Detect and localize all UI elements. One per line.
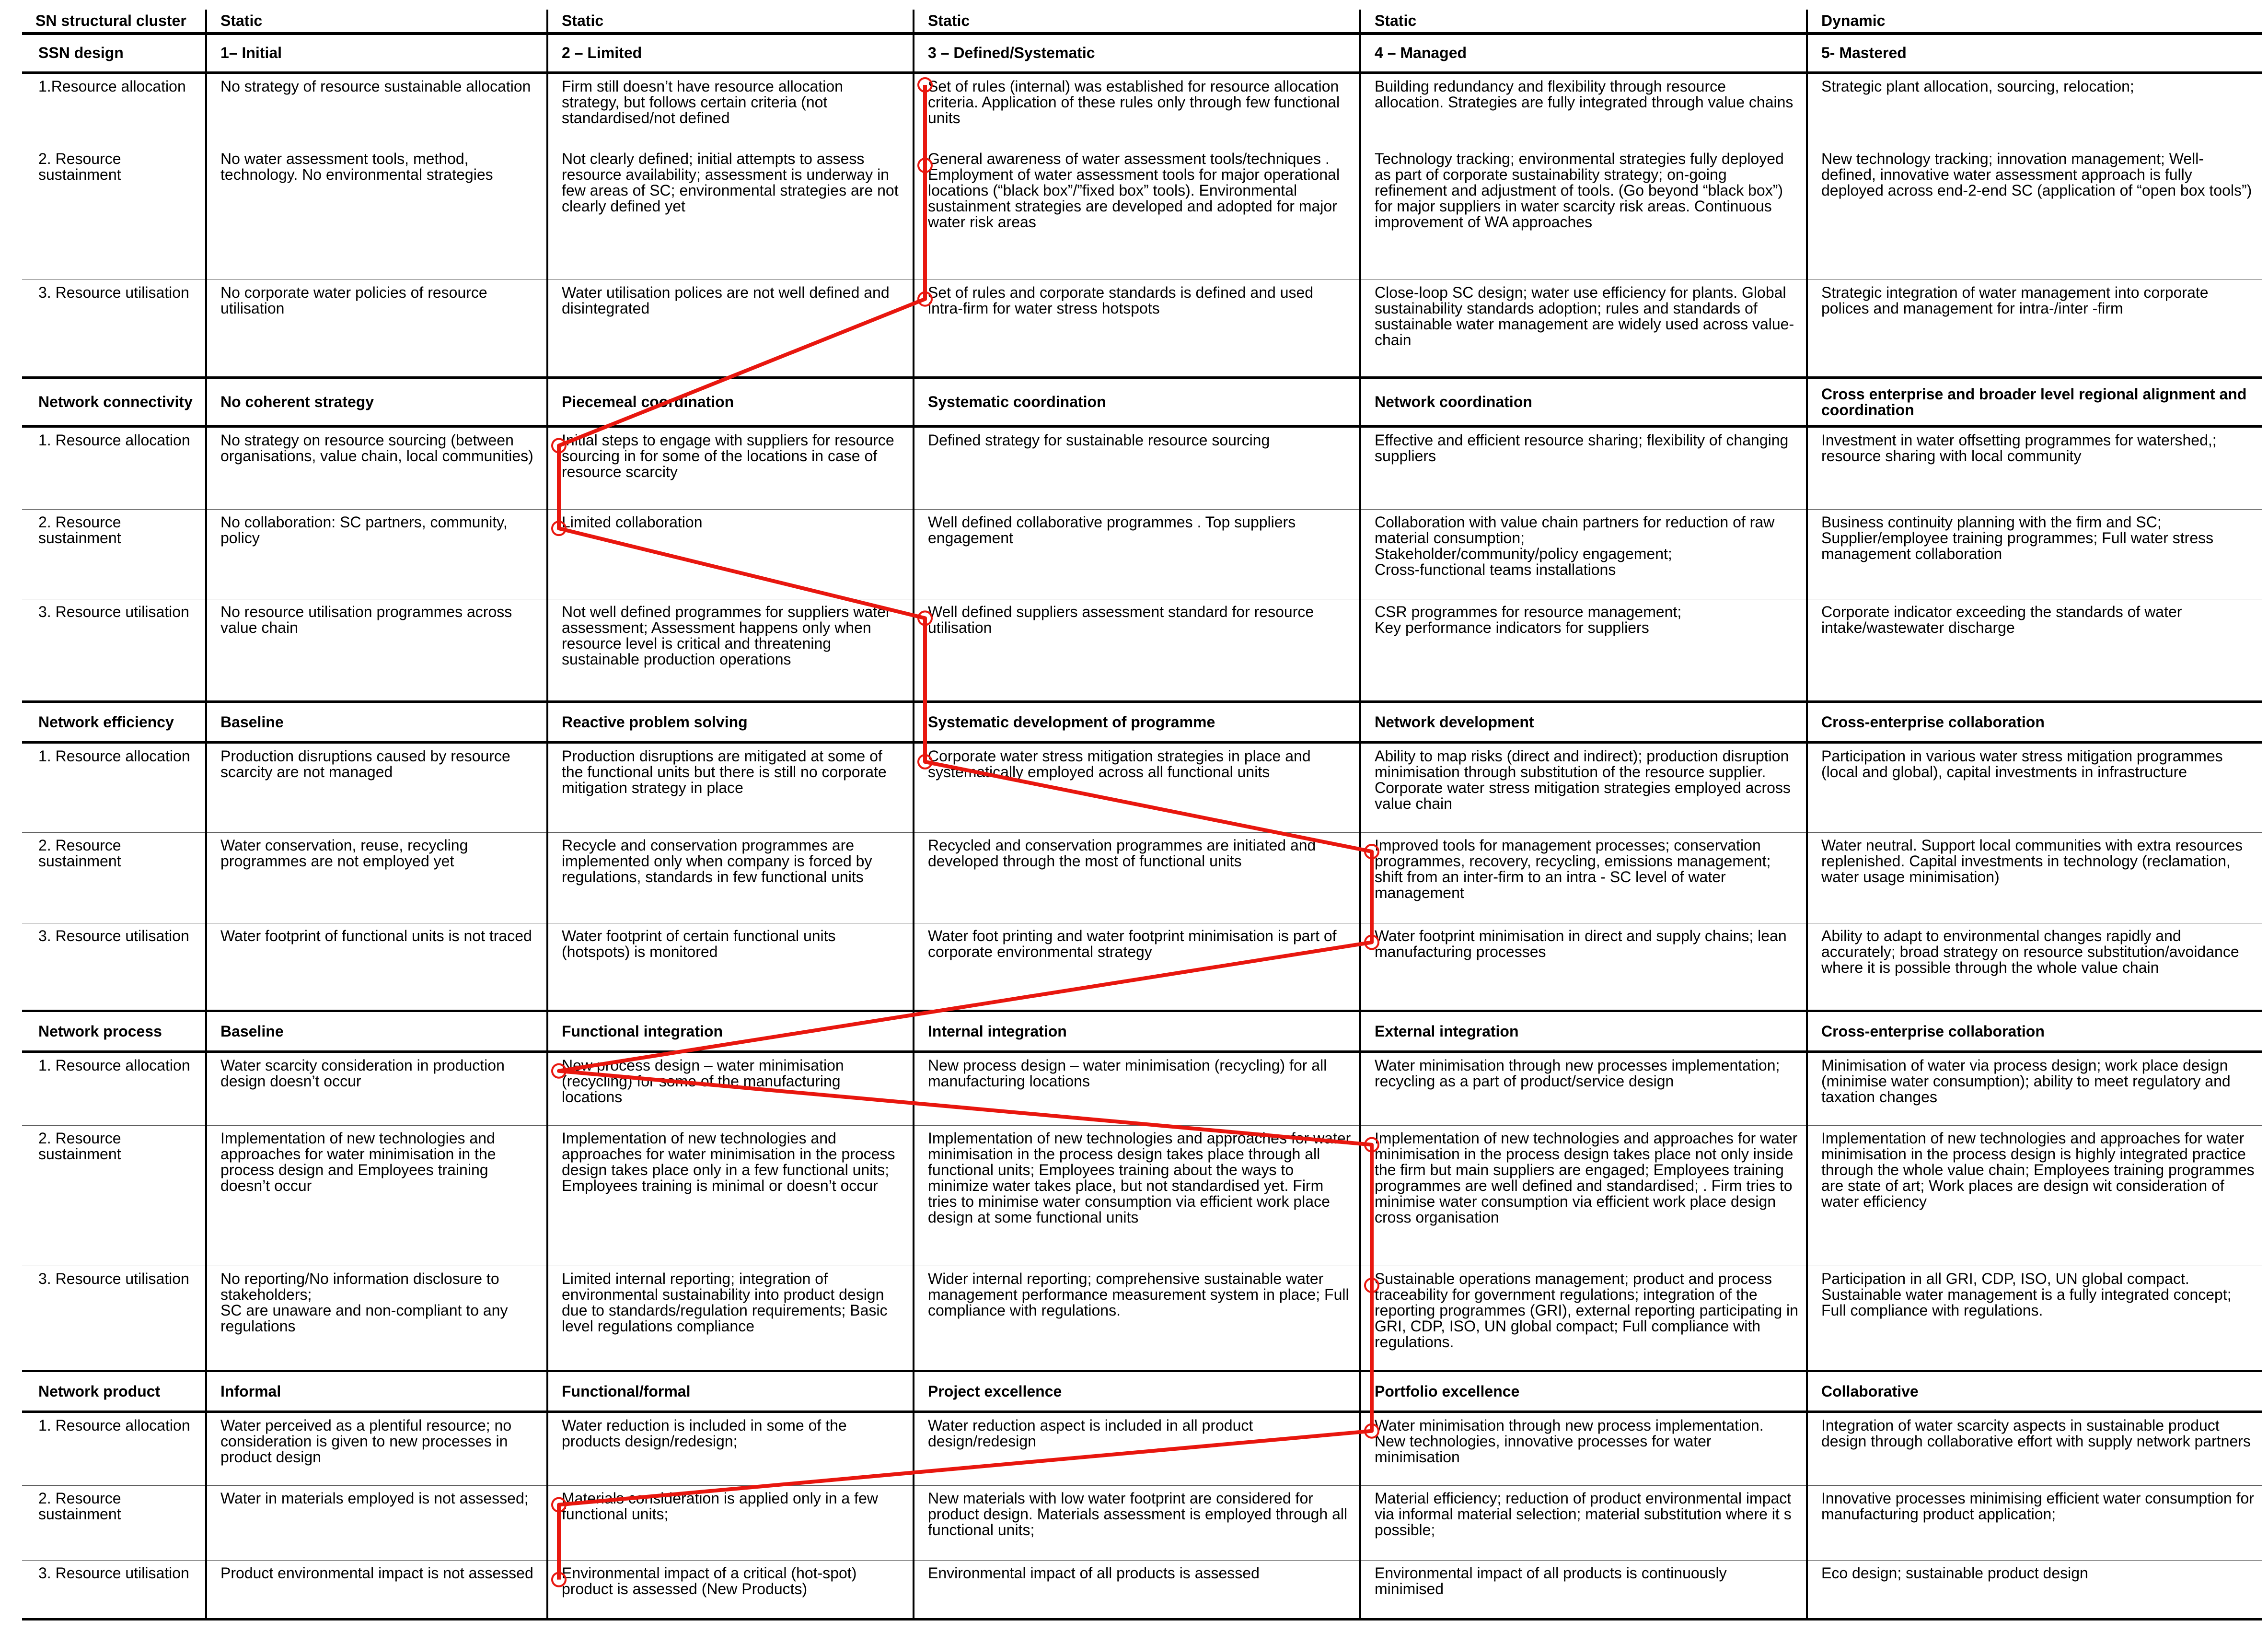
maturity-row-cell-0: 1. Resource allocation <box>22 427 206 510</box>
header-row-cell-4: Static <box>1360 10 1807 34</box>
section-header-row <box>22 378 2262 427</box>
maturity-row-cell-5: Participation in various water stress mitigation programmes (local and global), capital investments in infrastructure <box>1807 743 2262 832</box>
maturity-row-cell-1: Water perceived as a plentiful resource; no consideration is given to new processes in product design <box>206 1412 547 1486</box>
maturity-row-cell-0: 3. Resource utilisation <box>22 280 206 378</box>
maturity-row-cell-1: No water assessment tools, method, technology. No environmental strategies <box>206 146 547 280</box>
section-header-row-cell-3: Internal integration <box>914 1011 1360 1051</box>
maturity-row-cell-2: Water reduction is included in some of the products design/redesign; <box>547 1412 914 1486</box>
maturity-row-cell-2: Environmental impact of a critical (hot-spot) product is assessed (New Products) <box>547 1561 914 1620</box>
maturity-row-cell-2: Materials consideration is applied only in a few functional units; <box>547 1486 914 1561</box>
maturity-row-cell-4: Material efficiency; reduction of product environmental impact via informal material selection; material substitution where it s possible; <box>1360 1486 1807 1561</box>
maturity-row-cell-2: Water utilisation polices are not well defined and disintegrated <box>547 280 914 378</box>
maturity-row-cell-2: Not clearly defined; initial attempts to assess resource availability; assessment is underway in few areas of SC; environmental strategies are not clearly defined yet <box>547 146 914 280</box>
maturity-row <box>22 1486 2262 1561</box>
maturity-row-cell-1: No corporate water policies of resource utilisation <box>206 280 547 378</box>
maturity-row-cell-2: Recycle and conservation programmes are implemented only when company is forced by regulations, standards in few functional units <box>547 832 914 923</box>
maturity-row-cell-5: Innovative processes minimising efficient water consumption for manufacturing product application; <box>1807 1486 2262 1561</box>
maturity-row-cell-3: Corporate water stress mitigation strategies in place and systematically employed across all functional units <box>914 743 1360 832</box>
section-header-row-cell-0: SSN design <box>38 44 124 62</box>
section-header-row-cell-2: Reactive problem solving <box>547 702 914 743</box>
maturity-row-cell-3: Water foot printing and water footprint minimisation is part of corporate environmental strategy <box>914 923 1360 1011</box>
maturity-row-cell-5: Corporate indicator exceeding the standards of water intake/wastewater discharge <box>1807 599 2262 701</box>
maturity-row-cell-5: New technology tracking; innovation management; Well-defined, innovative water assessment approach is fully deployed across end-2-end SC (application of “open box tools”) <box>1807 146 2262 280</box>
maturity-row-cell-5: Participation in all GRI, CDP, ISO, UN global compact. Sustainable water management is a fully integrated concept; Full compliance with regulations. <box>1807 1266 2262 1371</box>
section-header-row-cell-0: Network process <box>22 1011 206 1051</box>
section-header-row-cell-1: Baseline <box>206 702 547 743</box>
maturity-row-cell-1: Water in materials employed is not assessed; <box>206 1486 547 1561</box>
maturity-row-cell-2: Not well defined programmes for suppliers water assessment; Assessment happens only when resource level is critical and threatening sustainable production operations <box>547 599 914 701</box>
section-header-row-cell-2: Functional integration <box>547 1011 914 1051</box>
maturity-row-cell-2: New process design – water minimisation (recycling) for some of the manufacturing locations <box>547 1052 914 1126</box>
maturity-row <box>22 1126 2262 1266</box>
maturity-row <box>22 280 2262 378</box>
maturity-row-cell-4: CSR programmes for resource management; Key performance indicators for suppliers <box>1360 599 1807 701</box>
maturity-row-cell-4: Close-loop SC design; water use efficiency for plants. Global sustainability standards adoption; rules and standards of sustainable water management are widely used across value-chain <box>1360 280 1807 378</box>
maturity-row-cell-4: Ability to map risks (direct and indirect); production disruption minimisation through substitution of the resource supplier. Corporate water stress mitigation strategies employed across value chain <box>1360 743 1807 832</box>
maturity-row-cell-1: Implementation of new technologies and approaches for water minimisation in the process design and Employees training doesn’t occur <box>206 1126 547 1266</box>
maturity-row-cell-2: Limited collaboration <box>547 509 914 599</box>
maturity-row-cell-3: New materials with low water footprint are considered for product design. Materials assessment is employed through all functional units; <box>914 1486 1360 1561</box>
maturity-row-cell-3: Environmental impact of all products is assessed <box>914 1561 1360 1620</box>
maturity-row-cell-3: Well defined collaborative programmes . Top suppliers engagement <box>914 509 1360 599</box>
maturity-row-cell-4: Effective and efficient resource sharing; flexibility of changing suppliers <box>1360 427 1807 510</box>
maturity-row-cell-1: No strategy on resource sourcing (between organisations, value chain, local communities) <box>206 427 547 510</box>
maturity-row-cell-4: Technology tracking; environmental strategies fully deployed as part of corporate sustainability strategy; on-going refinement and adjustment of tools. (Go beyond “black box”) for major suppliers in water scarcity risk areas. Continuous improvement of WA approaches <box>1360 146 1807 280</box>
header-row-cell-5: Dynamic <box>1807 10 2262 34</box>
maturity-row-cell-5: Water neutral. Support local communities with extra resources replenished. Capital investments in technology (reclamation, water usage minimisation) <box>1807 832 2262 923</box>
section-header-row-cell-4: Network coordination <box>1360 378 1807 427</box>
section-header-row-cell-0: Network connectivity <box>22 378 206 427</box>
maturity-row-cell-0: 2. Resource sustainment <box>22 1486 206 1561</box>
maturity-row-cell-5: Ability to adapt to environmental changes rapidly and accurately; broad strategy on resource substitution/avoidance where it is possible through the whole value chain <box>1807 923 2262 1011</box>
maturity-row-cell-3: New process design – water minimisation (recycling) for all manufacturing locations <box>914 1052 1360 1126</box>
maturity-row <box>22 1052 2262 1126</box>
section-header-row-cell-2: 2 – Limited <box>547 34 914 72</box>
section-header-row-cell-3: Project excellence <box>914 1371 1360 1411</box>
maturity-row-cell-0: 1. Resource allocation <box>22 1412 206 1486</box>
header-row-cell-2: Static <box>547 10 914 34</box>
section-header-row <box>22 34 2262 72</box>
maturity-row-cell-0: 3. Resource utilisation <box>22 923 206 1011</box>
section-header-row <box>22 1011 2262 1051</box>
maturity-row-cell-1: Product environmental impact is not assessed <box>206 1561 547 1620</box>
maturity-row <box>22 146 2262 280</box>
maturity-row-cell-1: Water scarcity consideration in production design doesn’t occur <box>206 1052 547 1126</box>
maturity-row-cell-1: Production disruptions caused by resource scarcity are not managed <box>206 743 547 832</box>
maturity-row-cell-3: Well defined suppliers assessment standard for resource utilisation <box>914 599 1360 701</box>
section-header-row-cell-3: 3 – Defined/Systematic <box>914 34 1360 72</box>
maturity-row-cell-5: Investment in water offsetting programmes for watershed,; resource sharing with local community <box>1807 427 2262 510</box>
maturity-row-cell-4: Building redundancy and flexibility through resource allocation. Strategies are fully integrated through value chains <box>1360 72 1807 146</box>
maturity-row-cell-1: Water footprint of functional units is not traced <box>206 923 547 1011</box>
maturity-row-cell-2: Limited internal reporting; integration of environmental sustainability into product design due to standards/regulation requirements; Basic level regulations compliance <box>547 1266 914 1371</box>
maturity-row-cell-2: Implementation of new technologies and approaches for water minimisation in the process design takes place only in a few functional units; Employees training is minimal or doesn’t occur <box>547 1126 914 1266</box>
maturity-row-cell-1: No reporting/No information disclosure to stakeholders; SC are unaware and non-compliant to any regulations <box>206 1266 547 1371</box>
maturity-row-cell-4: Collaboration with value chain partners for reduction of raw material consumption; Stakeholder/community/policy engagement; Cross-functional teams installations <box>1360 509 1807 599</box>
section-header-row-cell-5: Collaborative <box>1807 1371 2262 1411</box>
maturity-row-cell-0: 1.Resource allocation <box>22 72 206 146</box>
maturity-table-body <box>22 10 2262 1620</box>
section-header-row <box>22 1371 2262 1411</box>
maturity-row-cell-1: No strategy of resource sustainable allocation <box>206 72 547 146</box>
maturity-row-cell-0: 3. Resource utilisation <box>22 599 206 701</box>
maturity-row-cell-0: 2. Resource sustainment <box>22 146 206 280</box>
maturity-row-cell-3: Recycled and conservation programmes are initiated and developed through the most of functional units <box>914 832 1360 923</box>
section-header-row-cell-4: Portfolio excellence <box>1360 1371 1807 1411</box>
maturity-row <box>22 1266 2262 1371</box>
maturity-row-cell-0: 1. Resource allocation <box>22 1052 206 1126</box>
maturity-row-cell-5: Minimisation of water via process design; work place design (minimise water consumption); ability to meet regulatory and taxation changes <box>1807 1052 2262 1126</box>
header-row-cell-0: SN structural cluster <box>22 10 206 34</box>
section-header-row-cell-4: 4 – Managed <box>1360 34 1807 72</box>
maturity-row-cell-4: Water footprint minimisation in direct and supply chains; lean manufacturing processes <box>1360 923 1807 1011</box>
maturity-row-cell-0: 3. Resource utilisation <box>22 1561 206 1620</box>
maturity-row-cell-1: Water conservation, reuse, recycling programmes are not employed yet <box>206 832 547 923</box>
maturity-row <box>22 72 2262 146</box>
maturity-row-cell-4: Implementation of new technologies and approaches for water minimisation in the process design takes place not only inside the firm but main suppliers are engaged; Employees training programmes are well defined and standardised; . Firm tries to minimise water consumption via efficient work place design cross organisation <box>1360 1126 1807 1266</box>
maturity-row <box>22 1561 2262 1620</box>
maturity-row-cell-5: Strategic integration of water management into corporate polices and management for intra-/inter -firm <box>1807 280 2262 378</box>
maturity-row <box>22 1412 2262 1486</box>
section-header-row-cell-3: Systematic development of programme <box>914 702 1360 743</box>
maturity-row-cell-2: Firm still doesn’t have resource allocation strategy, but follows certain criteria (not standardised/not defined <box>547 72 914 146</box>
maturity-row-cell-1: No collaboration: SC partners, community, policy <box>206 509 547 599</box>
section-header-row-cell-4: Network development <box>1360 702 1807 743</box>
maturity-row <box>22 509 2262 599</box>
maturity-row-cell-3: Defined strategy for sustainable resource sourcing <box>914 427 1360 510</box>
maturity-row-cell-0: 1. Resource allocation <box>22 743 206 832</box>
maturity-row-cell-0: 2. Resource sustainment <box>22 832 206 923</box>
maturity-row <box>22 599 2262 701</box>
maturity-row-cell-5: Business continuity planning with the firm and SC; Supplier/employee training programmes; Full water stress management collaboration <box>1807 509 2262 599</box>
section-header-row-cell-0: Network efficiency <box>22 702 206 743</box>
maturity-row-cell-3: Wider internal reporting; comprehensive sustainable water management performance measurement system in place; Full compliance with regulations. <box>914 1266 1360 1371</box>
maturity-row-cell-4: Environmental impact of all products is continuously minimised <box>1360 1561 1807 1620</box>
section-header-row <box>22 702 2262 743</box>
maturity-row-cell-4: Improved tools for management processes; conservation programmes, recovery, recycling, emissions management; shift from an inter-firm to an intra - SC level of water management <box>1360 832 1807 923</box>
section-header-row-cell-1: Informal <box>206 1371 547 1411</box>
section-header-row-cell-0: Network product <box>22 1371 206 1411</box>
maturity-row-cell-3: Set of rules (internal) was established for resource allocation criteria. Application of these rules only through few functional units <box>914 72 1360 146</box>
section-header-row-cell-5: Cross enterprise and broader level regional alignment and coordination <box>1807 378 2262 427</box>
maturity-row-cell-3: Water reduction aspect is included in all product design/redesign <box>914 1412 1360 1486</box>
maturity-row-cell-3: Set of rules and corporate standards is defined and used intra-firm for water stress hotspots <box>914 280 1360 378</box>
maturity-row-cell-1: No resource utilisation programmes across value chain <box>206 599 547 701</box>
maturity-row <box>22 743 2262 832</box>
maturity-row-cell-2: Water footprint of certain functional units (hotspots) is monitored <box>547 923 914 1011</box>
maturity-row-cell-5: Eco design; sustainable product design <box>1807 1561 2262 1620</box>
header-row-cell-1: Static <box>206 10 547 34</box>
maturity-row-cell-3: Implementation of new technologies and approaches for water minimisation in the process design takes place through all functional units; Employees training about the ways to minimize water takes place, but not standardised yet. Firm tries to minimise water consumption via efficient work place design at some functional units <box>914 1126 1360 1266</box>
section-header-row-cell-5: Cross-enterprise collaboration <box>1807 1011 2262 1051</box>
maturity-row-cell-3: General awareness of water assessment tools/techniques . Employment of water assessment tools for major operational locations (“black box”/”fixed box” tools). Environmental sustainment strategies are developed and adopted for major water risk areas <box>914 146 1360 280</box>
maturity-row-cell-5: Integration of water scarcity aspects in sustainable product design through collaborative effort with supply network partners <box>1807 1412 2262 1486</box>
maturity-row-cell-5: Implementation of new technologies and approaches for water minimisation in the process design is highly integrated practice through the whole value chain; Employees training programmes are state of art; Work places are design wit consideration of water efficiency <box>1807 1126 2262 1266</box>
maturity-row-cell-2: Production disruptions are mitigated at some of the functional units but there is still no corporate mitigation strategy in place <box>547 743 914 832</box>
header-row <box>22 10 2262 34</box>
maturity-row <box>22 427 2262 510</box>
maturity-row <box>22 923 2262 1011</box>
maturity-row-cell-2: Initial steps to engage with suppliers for resource sourcing in for some of the locations in case of resource scarcity <box>547 427 914 510</box>
maturity-row-cell-0: 2. Resource sustainment <box>22 509 206 599</box>
header-row-cell-3: Static <box>914 10 1360 34</box>
maturity-table <box>22 10 2262 1620</box>
maturity-row-cell-4: Sustainable operations management; product and process traceability for government regulations; integration of the reporting programmes (GRI), external reporting participating in GRI, CDP, ISO, UN global compact; Full compliance with regulations. <box>1360 1266 1807 1371</box>
maturity-row-cell-0: 3. Resource utilisation <box>22 1266 206 1371</box>
maturity-row <box>22 832 2262 923</box>
section-header-row-cell-2: Piecemeal coordination <box>547 378 914 427</box>
maturity-row-cell-5: Strategic plant allocation, sourcing, relocation; <box>1807 72 2262 146</box>
section-header-row-cell-5: Cross-enterprise collaboration <box>1807 702 2262 743</box>
maturity-row-cell-4: Water minimisation through new process implementation. New technologies, innovative processes for water minimisation <box>1360 1412 1807 1486</box>
section-header-row-cell-4: External integration <box>1360 1011 1807 1051</box>
section-header-row-cell-1: Baseline <box>206 1011 547 1051</box>
maturity-row-cell-4: Water minimisation through new processes implementation; recycling as a part of product/service design <box>1360 1052 1807 1126</box>
section-header-row-cell-1: No coherent strategy <box>206 378 547 427</box>
section-header-row-cell-1: 1– Initial <box>206 34 547 72</box>
section-header-row-cell-2: Functional/formal <box>547 1371 914 1411</box>
section-header-row-cell-5: 5- Mastered <box>1807 34 2262 72</box>
maturity-row-cell-0: 2. Resource sustainment <box>22 1126 206 1266</box>
section-header-row-cell-3: Systematic coordination <box>914 378 1360 427</box>
